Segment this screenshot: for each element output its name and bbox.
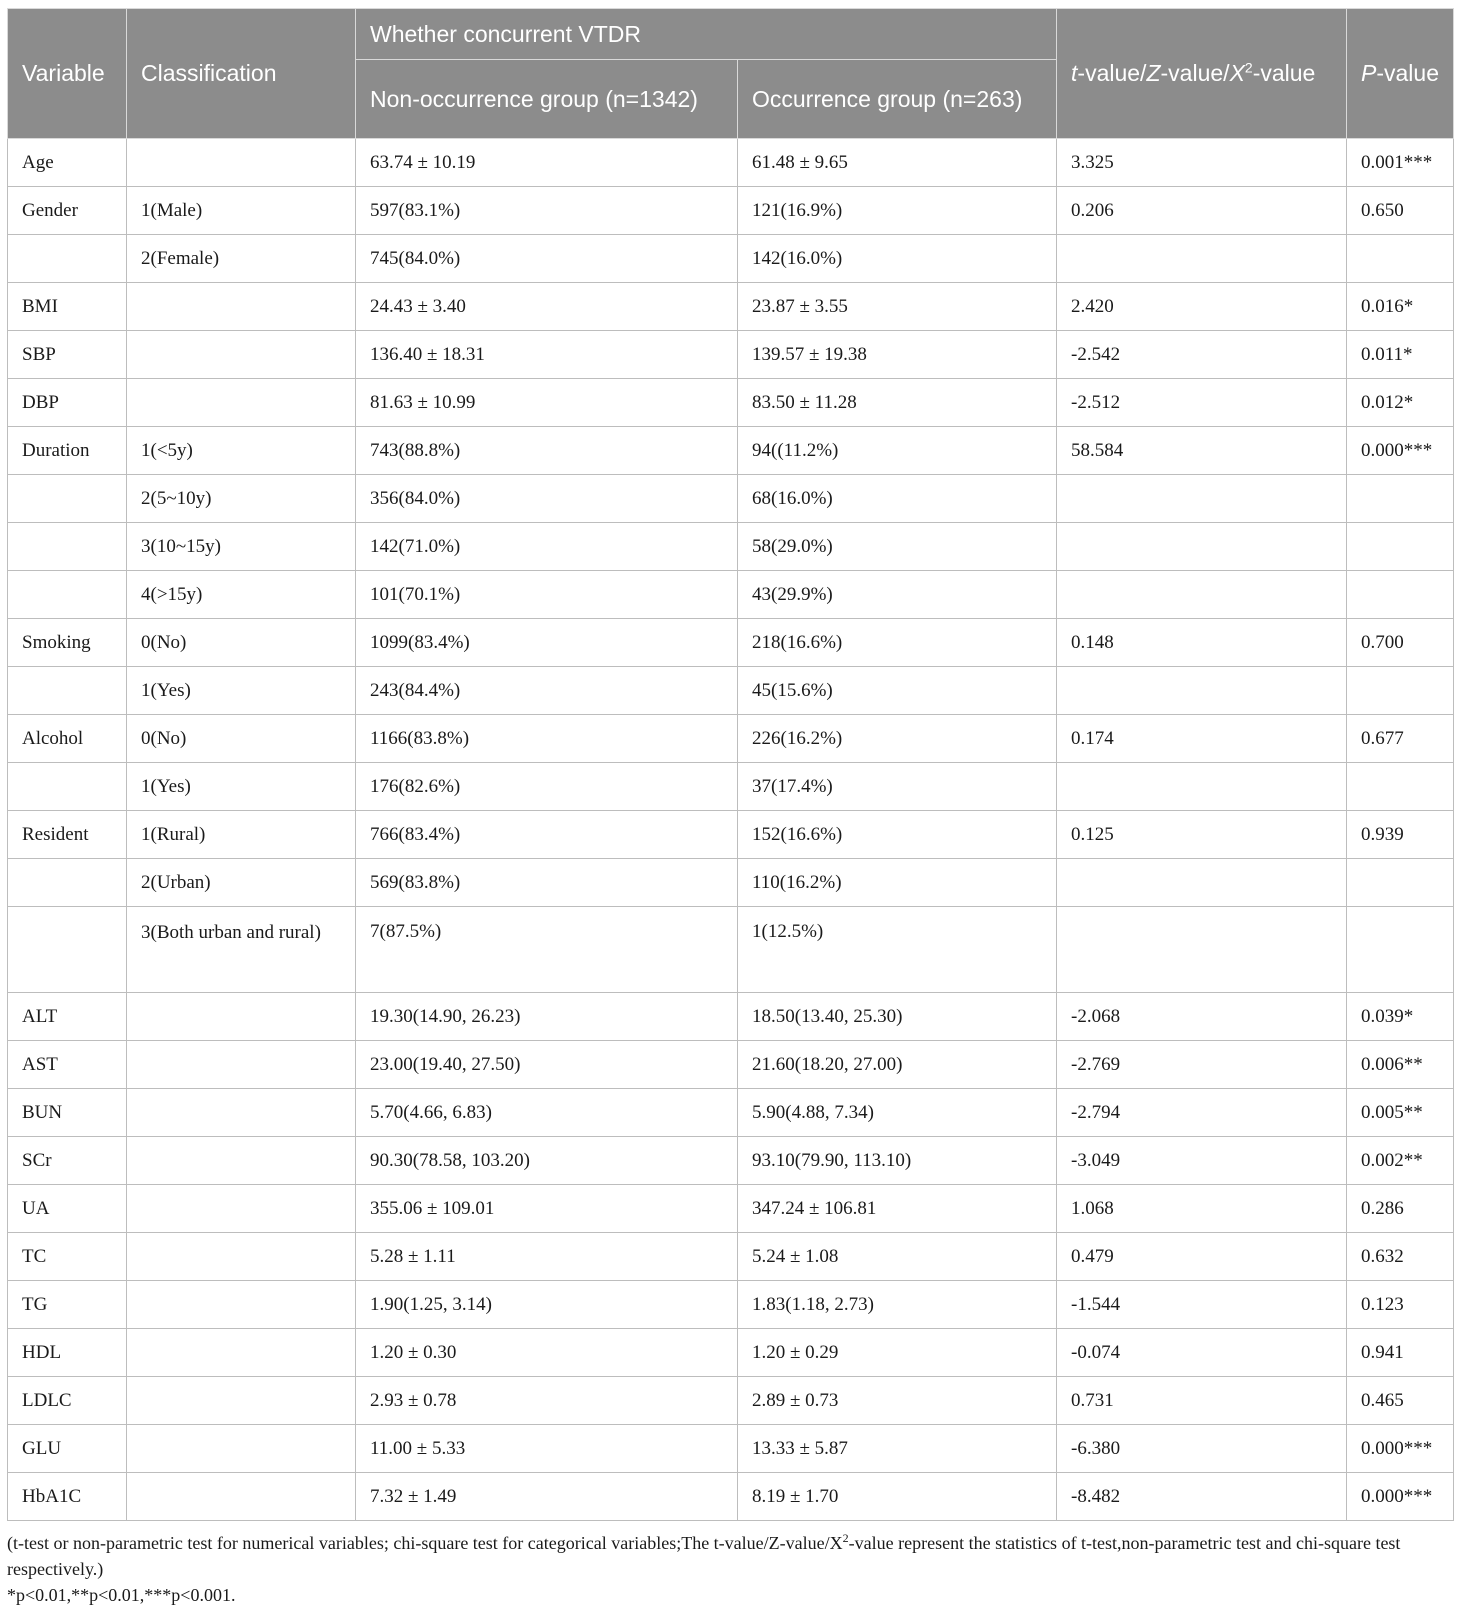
cell-classification xyxy=(127,1329,356,1377)
cell-occurrence: 43(29.9%) xyxy=(738,571,1057,619)
table-row xyxy=(8,1185,1454,1233)
cell-classification: 1(Yes) xyxy=(127,667,356,715)
cell-occurrence: 139.57 ± 19.38 xyxy=(738,331,1057,379)
cell-variable: LDLC xyxy=(8,1377,127,1425)
cell-p-value: 0.123 xyxy=(1347,1281,1454,1329)
cell-non-occurrence: 19.30(14.90, 26.23) xyxy=(356,993,738,1041)
cell-variable: HbA1C xyxy=(8,1473,127,1521)
cell-p-value xyxy=(1347,763,1454,811)
cell-occurrence: 347.24 ± 106.81 xyxy=(738,1185,1057,1233)
cell-non-occurrence: 23.00(19.40, 27.50) xyxy=(356,1041,738,1089)
cell-p-value: 0.012* xyxy=(1347,379,1454,427)
cell-variable: Smoking xyxy=(8,619,127,667)
table-row xyxy=(8,1425,1454,1473)
cell-non-occurrence: 243(84.4%) xyxy=(356,667,738,715)
cell-statistic: -0.074 xyxy=(1057,1329,1347,1377)
cell-p-value: 0.941 xyxy=(1347,1329,1454,1377)
data-table xyxy=(7,8,1454,1521)
table-row xyxy=(8,331,1454,379)
table-row xyxy=(8,1137,1454,1185)
cell-variable: ALT xyxy=(8,993,127,1041)
cell-variable: SCr xyxy=(8,1137,127,1185)
cell-classification xyxy=(127,1281,356,1329)
cell-variable: GLU xyxy=(8,1425,127,1473)
cell-variable: BMI xyxy=(8,283,127,331)
cell-classification xyxy=(127,1089,356,1137)
cell-occurrence: 13.33 ± 5.87 xyxy=(738,1425,1057,1473)
cell-p-value: 0.000*** xyxy=(1347,1473,1454,1521)
cell-classification: 3(Both urban and rural) xyxy=(127,907,356,993)
cell-variable xyxy=(8,571,127,619)
cell-non-occurrence: 745(84.0%) xyxy=(356,235,738,283)
cell-classification: 1(<5y) xyxy=(127,427,356,475)
cell-occurrence: 8.19 ± 1.70 xyxy=(738,1473,1057,1521)
cell-occurrence: 5.24 ± 1.08 xyxy=(738,1233,1057,1281)
header-p-value: P-value xyxy=(1347,9,1454,139)
cell-classification: 0(No) xyxy=(127,715,356,763)
cell-non-occurrence: 7(87.5%) xyxy=(356,907,738,993)
table-row xyxy=(8,715,1454,763)
cell-occurrence: 1.83(1.18, 2.73) xyxy=(738,1281,1057,1329)
cell-occurrence: 152(16.6%) xyxy=(738,811,1057,859)
cell-p-value: 0.465 xyxy=(1347,1377,1454,1425)
cell-variable xyxy=(8,475,127,523)
cell-non-occurrence: 63.74 ± 10.19 xyxy=(356,139,738,187)
cell-p-value xyxy=(1347,235,1454,283)
table-row xyxy=(8,1281,1454,1329)
cell-statistic: -8.482 xyxy=(1057,1473,1347,1521)
table-row xyxy=(8,523,1454,571)
cell-p-value: 0.000*** xyxy=(1347,427,1454,475)
cell-non-occurrence: 355.06 ± 109.01 xyxy=(356,1185,738,1233)
table-row xyxy=(8,1233,1454,1281)
cell-statistic xyxy=(1057,523,1347,571)
cell-variable xyxy=(8,523,127,571)
cell-p-value: 0.016* xyxy=(1347,283,1454,331)
cell-occurrence: 226(16.2%) xyxy=(738,715,1057,763)
cell-non-occurrence: 1.20 ± 0.30 xyxy=(356,1329,738,1377)
table-row xyxy=(8,571,1454,619)
cell-non-occurrence: 90.30(78.58, 103.20) xyxy=(356,1137,738,1185)
cell-variable xyxy=(8,859,127,907)
header-classification: Classification xyxy=(127,9,356,139)
cell-variable: DBP xyxy=(8,379,127,427)
cell-occurrence: 142(16.0%) xyxy=(738,235,1057,283)
cell-p-value: 0.650 xyxy=(1347,187,1454,235)
table-row xyxy=(8,379,1454,427)
header-group-title: Whether concurrent VTDR xyxy=(356,9,1057,60)
cell-non-occurrence: 1099(83.4%) xyxy=(356,619,738,667)
header-occurrence: Occurrence group (n=263) xyxy=(738,60,1057,139)
cell-statistic xyxy=(1057,859,1347,907)
cell-variable: Age xyxy=(8,139,127,187)
table-row xyxy=(8,1041,1454,1089)
cell-p-value xyxy=(1347,907,1454,993)
cell-variable: TG xyxy=(8,1281,127,1329)
cell-p-value xyxy=(1347,475,1454,523)
table-row xyxy=(8,1089,1454,1137)
cell-p-value: 0.001*** xyxy=(1347,139,1454,187)
table-row xyxy=(8,619,1454,667)
cell-statistic xyxy=(1057,571,1347,619)
cell-classification: 2(Urban) xyxy=(127,859,356,907)
cell-statistic xyxy=(1057,907,1347,993)
cell-p-value: 0.002** xyxy=(1347,1137,1454,1185)
cell-occurrence: 2.89 ± 0.73 xyxy=(738,1377,1057,1425)
cell-non-occurrence: 743(88.8%) xyxy=(356,427,738,475)
cell-variable xyxy=(8,763,127,811)
table-footnotes xyxy=(7,1530,1453,1608)
cell-occurrence: 23.87 ± 3.55 xyxy=(738,283,1057,331)
cell-non-occurrence: 1.90(1.25, 3.14) xyxy=(356,1281,738,1329)
cell-non-occurrence: 24.43 ± 3.40 xyxy=(356,283,738,331)
cell-classification xyxy=(127,1233,356,1281)
cell-occurrence: 121(16.9%) xyxy=(738,187,1057,235)
cell-classification: 0(No) xyxy=(127,619,356,667)
cell-variable: UA xyxy=(8,1185,127,1233)
cell-classification: 1(Male) xyxy=(127,187,356,235)
cell-occurrence: 21.60(18.20, 27.00) xyxy=(738,1041,1057,1089)
cell-non-occurrence: 101(70.1%) xyxy=(356,571,738,619)
cell-variable: BUN xyxy=(8,1089,127,1137)
cell-occurrence: 110(16.2%) xyxy=(738,859,1057,907)
cell-classification xyxy=(127,1473,356,1521)
cell-statistic: 0.148 xyxy=(1057,619,1347,667)
cell-occurrence: 218(16.6%) xyxy=(738,619,1057,667)
cell-statistic xyxy=(1057,667,1347,715)
cell-occurrence: 83.50 ± 11.28 xyxy=(738,379,1057,427)
cell-occurrence: 45(15.6%) xyxy=(738,667,1057,715)
cell-classification: 1(Yes) xyxy=(127,763,356,811)
cell-p-value: 0.632 xyxy=(1347,1233,1454,1281)
cell-p-value xyxy=(1347,667,1454,715)
table-row xyxy=(8,859,1454,907)
cell-variable: Duration xyxy=(8,427,127,475)
cell-p-value: 0.677 xyxy=(1347,715,1454,763)
cell-non-occurrence: 142(71.0%) xyxy=(356,523,738,571)
cell-p-value: 0.286 xyxy=(1347,1185,1454,1233)
cell-p-value: 0.000*** xyxy=(1347,1425,1454,1473)
cell-non-occurrence: 176(82.6%) xyxy=(356,763,738,811)
cell-classification xyxy=(127,1425,356,1473)
cell-variable xyxy=(8,667,127,715)
cell-occurrence: 1.20 ± 0.29 xyxy=(738,1329,1057,1377)
cell-classification xyxy=(127,1041,356,1089)
cell-classification xyxy=(127,331,356,379)
cell-statistic: -2.794 xyxy=(1057,1089,1347,1137)
header-statistic: $t-value/Z-value/X^2$-value xyxy=(1057,9,1347,139)
cell-classification: 2(Female) xyxy=(127,235,356,283)
cell-classification: 4(>15y) xyxy=(127,571,356,619)
footnote-significance: *p<0.01,**p<0.01,***p<0.001. xyxy=(7,1585,236,1605)
cell-occurrence: 37(17.4%) xyxy=(738,763,1057,811)
cell-statistic: 58.584 xyxy=(1057,427,1347,475)
cell-p-value xyxy=(1347,523,1454,571)
table-header xyxy=(8,9,1454,139)
table-row xyxy=(8,427,1454,475)
cell-p-value xyxy=(1347,571,1454,619)
table-row xyxy=(8,811,1454,859)
cell-classification xyxy=(127,139,356,187)
cell-statistic: 0.479 xyxy=(1057,1233,1347,1281)
cell-statistic: 3.325 xyxy=(1057,139,1347,187)
cell-variable: AST xyxy=(8,1041,127,1089)
cell-statistic: 0.731 xyxy=(1057,1377,1347,1425)
cell-classification xyxy=(127,1377,356,1425)
table-row xyxy=(8,475,1454,523)
cell-statistic: -2.068 xyxy=(1057,993,1347,1041)
cell-statistic: -6.380 xyxy=(1057,1425,1347,1473)
cell-non-occurrence: 2.93 ± 0.78 xyxy=(356,1377,738,1425)
cell-classification xyxy=(127,1137,356,1185)
table-row xyxy=(8,993,1454,1041)
cell-classification xyxy=(127,993,356,1041)
cell-statistic: 0.174 xyxy=(1057,715,1347,763)
table-row xyxy=(8,1329,1454,1377)
table-row xyxy=(8,1473,1454,1521)
table-row xyxy=(8,283,1454,331)
table-row xyxy=(8,907,1454,993)
cell-occurrence: 94((11.2%) xyxy=(738,427,1057,475)
cell-non-occurrence: 5.70(4.66, 6.83) xyxy=(356,1089,738,1137)
cell-statistic: -2.512 xyxy=(1057,379,1347,427)
cell-occurrence: 1(12.5%) xyxy=(738,907,1057,993)
cell-occurrence: 93.10(79.90, 113.10) xyxy=(738,1137,1057,1185)
cell-statistic xyxy=(1057,763,1347,811)
cell-classification: 3(10~15y) xyxy=(127,523,356,571)
cell-p-value: 0.005** xyxy=(1347,1089,1454,1137)
cell-classification: 1(Rural) xyxy=(127,811,356,859)
cell-occurrence: 68(16.0%) xyxy=(738,475,1057,523)
cell-non-occurrence: 597(83.1%) xyxy=(356,187,738,235)
cell-non-occurrence: 136.40 ± 18.31 xyxy=(356,331,738,379)
table-row xyxy=(8,235,1454,283)
table-row xyxy=(8,667,1454,715)
cell-statistic xyxy=(1057,475,1347,523)
cell-p-value: 0.011* xyxy=(1347,331,1454,379)
table-row xyxy=(8,763,1454,811)
cell-non-occurrence: 5.28 ± 1.11 xyxy=(356,1233,738,1281)
cell-non-occurrence: 356(84.0%) xyxy=(356,475,738,523)
cell-variable: HDL xyxy=(8,1329,127,1377)
cell-classification xyxy=(127,283,356,331)
footnote-tests: (t-test or non-parametric test for numerical variables; chi-square test for categorical variables;The $t-value/Z-value/X^2$-value represent the statistics of t-test,non-parametric test and chi-square test respectively.) xyxy=(7,1531,1401,1579)
table-body xyxy=(8,139,1454,1521)
cell-p-value: 0.939 xyxy=(1347,811,1454,859)
table-row xyxy=(8,187,1454,235)
cell-statistic: -2.769 xyxy=(1057,1041,1347,1089)
table-row xyxy=(8,139,1454,187)
cell-statistic xyxy=(1057,235,1347,283)
cell-statistic: 0.125 xyxy=(1057,811,1347,859)
cell-classification xyxy=(127,1185,356,1233)
cell-variable: Alcohol xyxy=(8,715,127,763)
cell-statistic: 2.420 xyxy=(1057,283,1347,331)
cell-occurrence: 58(29.0%) xyxy=(738,523,1057,571)
cell-variable: Resident xyxy=(8,811,127,859)
cell-statistic: -1.544 xyxy=(1057,1281,1347,1329)
cell-statistic: 0.206 xyxy=(1057,187,1347,235)
table-container xyxy=(7,8,1453,1608)
cell-variable: TC xyxy=(8,1233,127,1281)
cell-occurrence: 5.90(4.88, 7.34) xyxy=(738,1089,1057,1137)
cell-p-value xyxy=(1347,859,1454,907)
cell-statistic: -3.049 xyxy=(1057,1137,1347,1185)
cell-variable xyxy=(8,907,127,993)
cell-non-occurrence: 766(83.4%) xyxy=(356,811,738,859)
cell-p-value: 0.006** xyxy=(1347,1041,1454,1089)
cell-variable: SBP xyxy=(8,331,127,379)
cell-statistic: -2.542 xyxy=(1057,331,1347,379)
cell-classification xyxy=(127,379,356,427)
cell-statistic: 1.068 xyxy=(1057,1185,1347,1233)
cell-non-occurrence: 81.63 ± 10.99 xyxy=(356,379,738,427)
table-row xyxy=(8,1377,1454,1425)
cell-occurrence: 61.48 ± 9.65 xyxy=(738,139,1057,187)
header-non-occurrence: Non-occurrence group (n=1342) xyxy=(356,60,738,139)
cell-variable xyxy=(8,235,127,283)
cell-non-occurrence: 569(83.8%) xyxy=(356,859,738,907)
cell-variable: Gender xyxy=(8,187,127,235)
cell-p-value: 0.039* xyxy=(1347,993,1454,1041)
header-variable: Variable xyxy=(8,9,127,139)
cell-non-occurrence: 11.00 ± 5.33 xyxy=(356,1425,738,1473)
cell-p-value: 0.700 xyxy=(1347,619,1454,667)
cell-non-occurrence: 1166(83.8%) xyxy=(356,715,738,763)
cell-classification: 2(5~10y) xyxy=(127,475,356,523)
cell-occurrence: 18.50(13.40, 25.30) xyxy=(738,993,1057,1041)
cell-non-occurrence: 7.32 ± 1.49 xyxy=(356,1473,738,1521)
